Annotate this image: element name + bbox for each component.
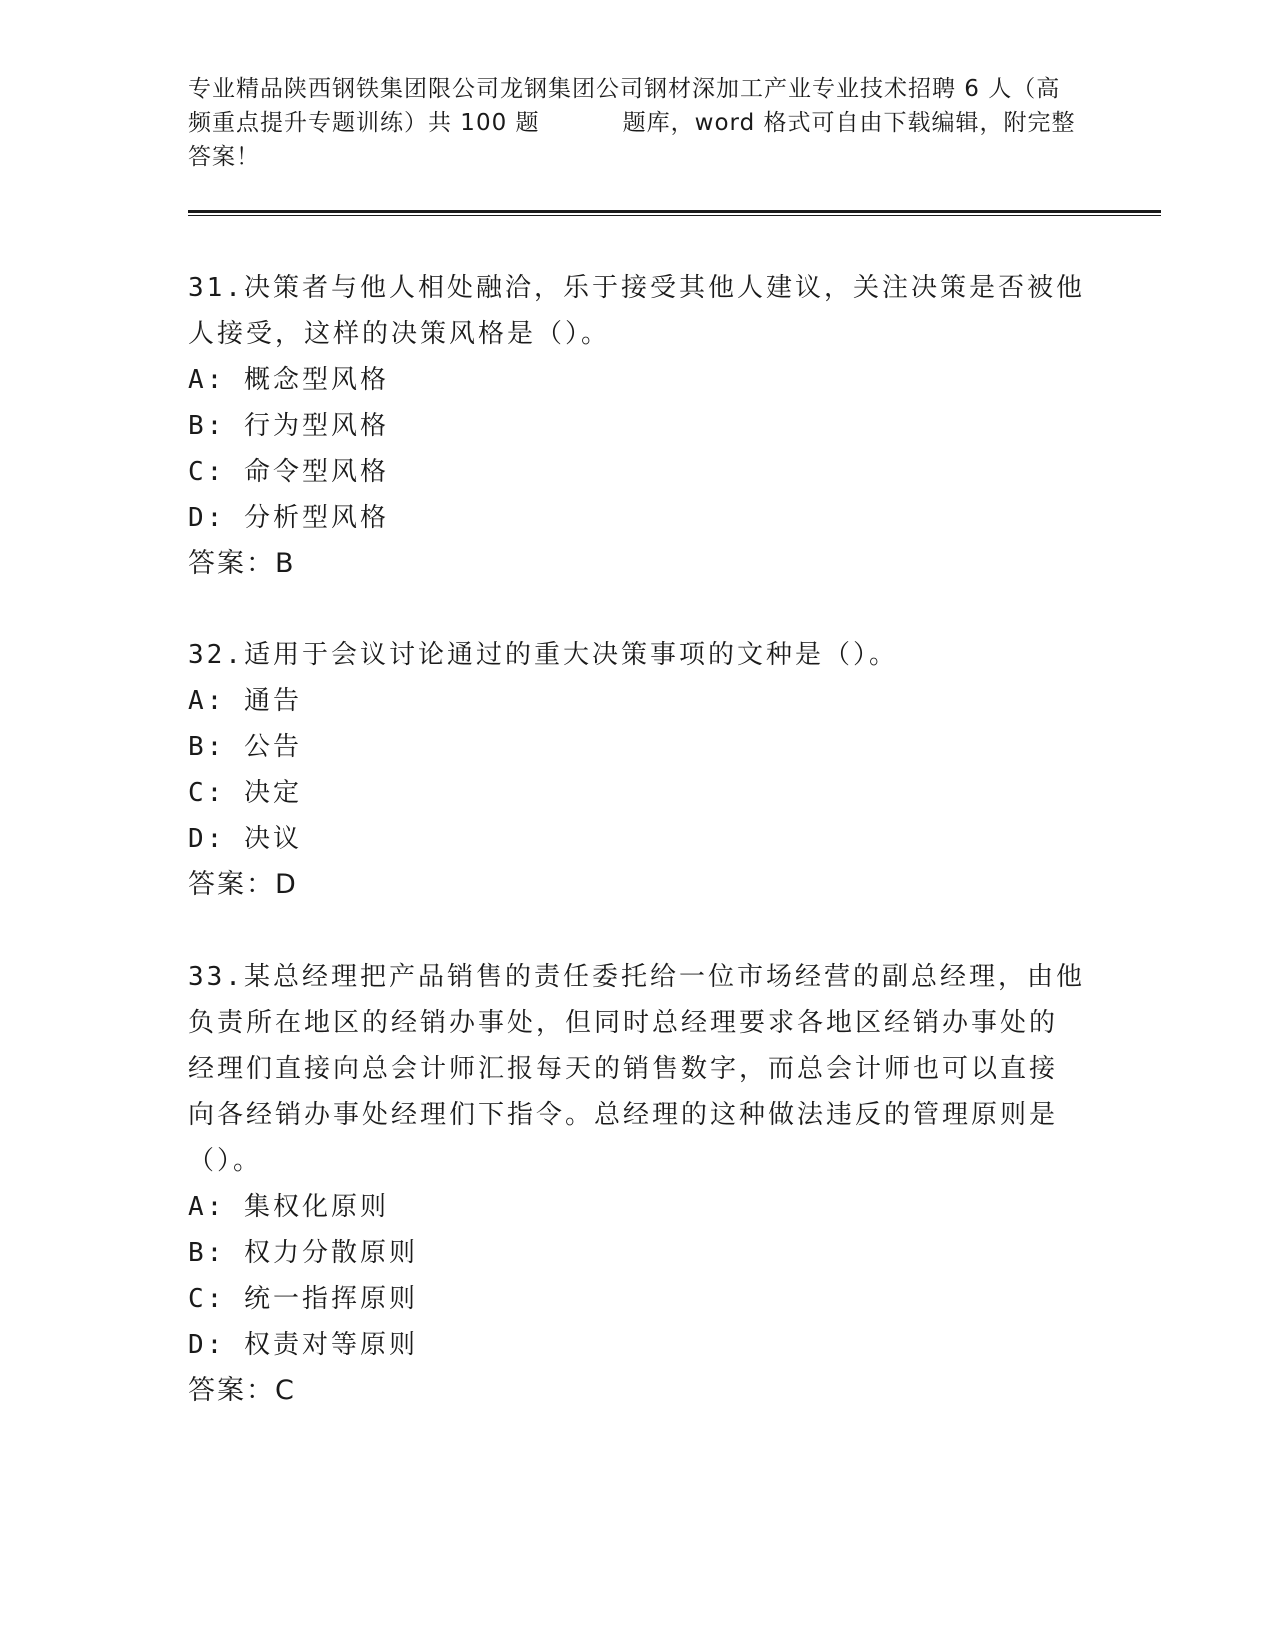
question-stem-line: 向各经销办事处经理们下指令。总经理的这种做法违反的管理原则是 <box>188 1100 1059 1130</box>
question-stem-line: 经理们直接向总会计师汇报每天的销售数字，而总会计师也可以直接 <box>188 1054 1059 1084</box>
answer-line: 答案：D <box>188 869 298 900</box>
option-c: C: 决定 <box>188 778 302 808</box>
header-title-line-1: 专业精品陕西钢铁集团限公司龙钢集团公司钢材深加工产业专业技术招聘 6 人（高 <box>188 76 1061 102</box>
question-31 <box>188 265 1088 587</box>
answer-line: 答案：B <box>188 548 296 579</box>
question-stem-line: 人接受，这样的决策风格是（）。 <box>188 319 611 349</box>
option-b: B: 公告 <box>188 732 302 762</box>
question-32 <box>188 632 1088 908</box>
answer-line: 答案：C <box>188 1375 296 1406</box>
option-d: D: 权责对等原则 <box>188 1330 418 1360</box>
document-header <box>188 72 1088 174</box>
option-b: B: 行为型风格 <box>188 411 389 441</box>
header-divider <box>188 210 1161 217</box>
header-divider-thick <box>188 210 1161 213</box>
option-c: C: 统一指挥原则 <box>188 1284 418 1314</box>
option-d: D: 分析型风格 <box>188 503 389 533</box>
option-c: C: 命令型风格 <box>188 457 389 487</box>
header-title-line-3: 答案！ <box>188 144 260 170</box>
option-a: A: 集权化原则 <box>188 1192 389 1222</box>
option-a: A: 概念型风格 <box>188 365 389 395</box>
option-a: A: 通告 <box>188 686 302 716</box>
question-stem-line: （）。 <box>188 1146 263 1176</box>
question-33 <box>188 954 1088 1414</box>
header-title-line-2: 频重点提升专题训练）共 100 题 题库，word 格式可自由下载编辑，附完整 <box>188 110 1076 136</box>
question-stem-line: 33.某总经理把产品销售的责任委托给一位市场经营的副总经理，由他 <box>188 962 1085 992</box>
header-divider-thin <box>188 215 1161 216</box>
question-stem-line: 负责所在地区的经销办事处，但同时总经理要求各地区经销办事处的 <box>188 1008 1059 1038</box>
question-stem-line: 31.决策者与他人相处融洽，乐于接受其他人建议，关注决策是否被他 <box>188 273 1085 303</box>
option-d: D: 决议 <box>188 824 302 854</box>
option-b: B: 权力分散原则 <box>188 1238 418 1268</box>
question-stem-line: 32.适用于会议讨论通过的重大决策事项的文种是（）。 <box>188 640 898 670</box>
